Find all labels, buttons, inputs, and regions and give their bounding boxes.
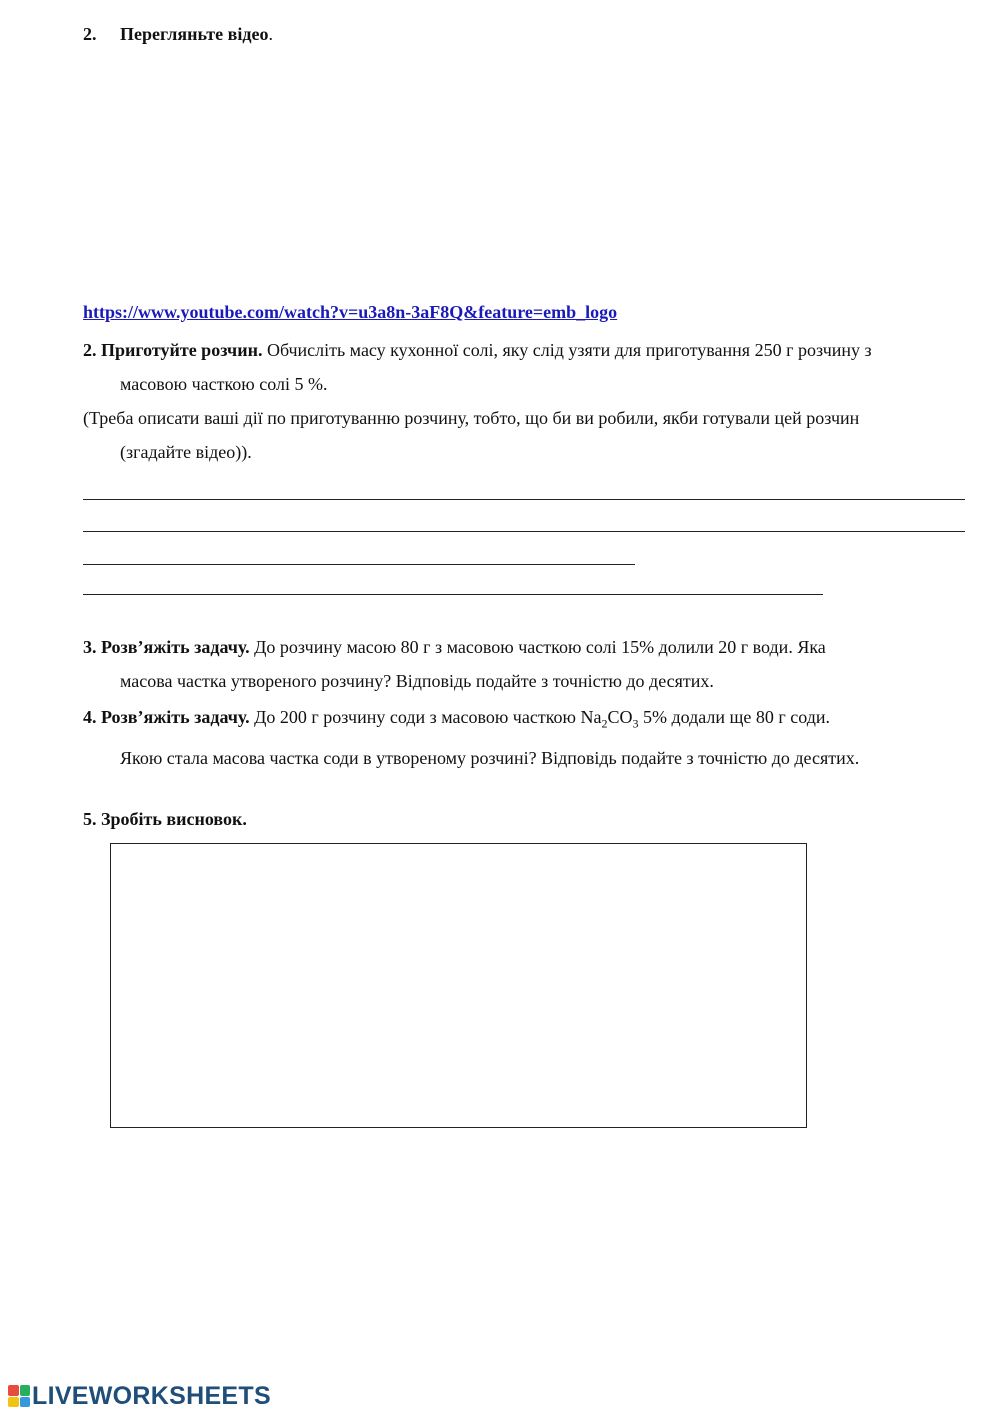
answer-line-2[interactable] xyxy=(83,531,965,532)
conclusion-heading: 5. Зробіть висновок. xyxy=(83,809,247,829)
task2-heading: 2. Приготуйте розчин. xyxy=(83,340,263,360)
task2-paragraph xyxy=(83,333,975,401)
section-heading-watch-video xyxy=(83,24,273,45)
task4-text-mid: CO xyxy=(607,707,633,727)
task2-text-line2: масовою часткою солі 5 %. xyxy=(120,374,328,394)
task4-paragraph xyxy=(83,700,975,775)
task2-note-line1: (Треба описати ваші дії по приготуванню розчину, тобто, що би ви робили, якби готували цей розчин xyxy=(83,408,860,428)
task4-text-line2: Якою стала масова частка соди в утвореному розчині? Відповідь подайте з точністю до десятих. xyxy=(120,747,860,768)
task4-text-pre: До 200 г розчину соди з масовою часткою Na xyxy=(249,707,602,727)
task2-note-line2: (згадайте відео)). xyxy=(120,442,252,462)
task4-text-post: 5% додали ще 80 г соди. xyxy=(638,707,831,727)
answer-line-1[interactable] xyxy=(83,499,965,500)
task3-text-line1: До розчину масою 80 г з масовою часткою солі 15% долили 20 г води. Яка xyxy=(249,637,826,657)
section-title: Перегляньте відео xyxy=(120,24,269,44)
liveworksheets-logo xyxy=(8,1382,271,1410)
task4-heading: 4. Розв’яжіть задачу. xyxy=(83,707,250,727)
task3-paragraph xyxy=(83,630,975,698)
task4-sub1: 2 xyxy=(601,716,608,731)
conclusion-answer-box[interactable] xyxy=(110,843,807,1128)
answer-line-3[interactable] xyxy=(83,564,635,565)
task3-text-line2: масова частка утвореного розчину? Відповідь подайте з точністю до десятих. xyxy=(120,671,714,691)
section-period: . xyxy=(268,24,273,44)
logo-blocks-icon xyxy=(8,1385,30,1407)
video-link[interactable]: https://www.youtube.com/watch?v=u3a8n-3aF8Q&feature=emb_logo xyxy=(83,302,618,322)
answer-line-4[interactable] xyxy=(83,594,823,595)
task4-sub2: 3 xyxy=(632,716,639,731)
logo-text: LIVEWORKSHEETS xyxy=(32,1381,271,1410)
task3-heading: 3. Розв’яжіть задачу. xyxy=(83,637,250,657)
section-number: 2. xyxy=(83,24,97,44)
task2-text-line1: Обчисліть масу кухонної солі, яку слід узяти для приготування 250 г розчину з xyxy=(262,340,872,360)
task2-note xyxy=(83,401,975,469)
